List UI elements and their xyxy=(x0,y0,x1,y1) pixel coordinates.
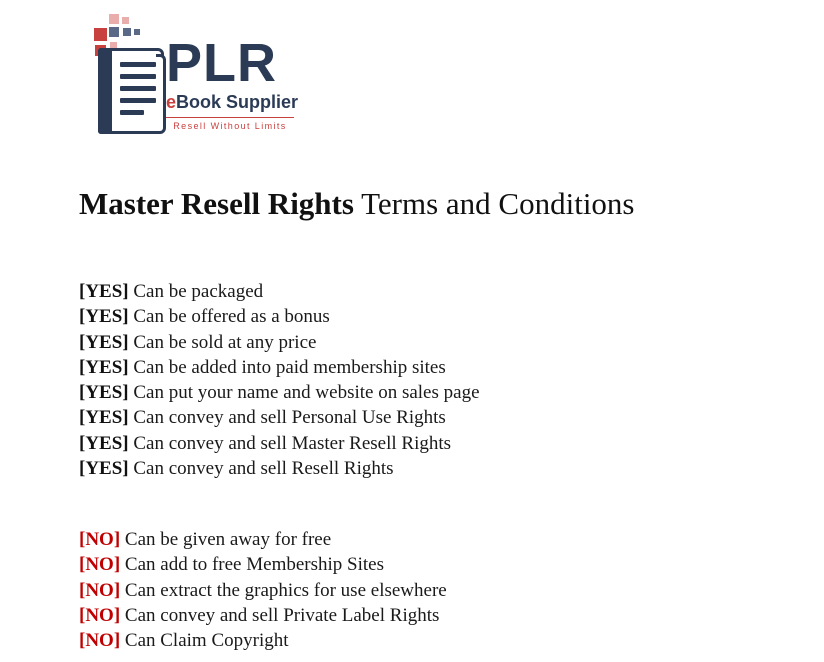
list-item xyxy=(79,355,480,380)
list-item-label: Can convey and sell Master Resell Rights xyxy=(133,432,452,454)
list-item-label: Can Claim Copyright xyxy=(124,630,289,652)
list-item xyxy=(79,405,480,430)
logo-tagline: Resell Without Limits xyxy=(166,117,294,131)
logo-wordmark xyxy=(166,33,316,131)
no-tag: [NO] xyxy=(79,604,121,626)
yes-tag: [YES] xyxy=(79,407,129,429)
list-item-label: Can be added into paid membership sites xyxy=(133,356,446,378)
list-item-label: Can put your name and website on sales page xyxy=(133,382,480,404)
logo-subtitle-rest: Book Supplier xyxy=(176,92,299,112)
logo-brand-text: PLR xyxy=(166,33,277,93)
book-icon xyxy=(98,48,170,136)
allowed-rights-list xyxy=(79,279,480,481)
list-item xyxy=(79,330,480,355)
no-tag: [NO] xyxy=(79,529,121,550)
list-item-label: Can be given away for free xyxy=(124,529,332,550)
list-item-label: Can convey and sell Private Label Rights xyxy=(124,604,440,626)
denied-rights-list xyxy=(79,527,447,653)
logo-subtitle xyxy=(166,92,316,112)
yes-tag: [YES] xyxy=(79,382,129,404)
logo-subtitle-prefix: e xyxy=(166,92,177,112)
no-tag: [NO] xyxy=(79,630,121,652)
no-tag: [NO] xyxy=(79,579,121,601)
list-item-label: Can be sold at any price xyxy=(133,331,317,353)
list-item-label: Can convey and sell Resell Rights xyxy=(133,458,394,480)
list-item xyxy=(79,431,480,456)
list-item-label: Can be packaged xyxy=(133,281,264,302)
no-tag: [NO] xyxy=(79,554,121,576)
yes-tag: [YES] xyxy=(79,458,129,480)
list-item-label: Can be offered as a bonus xyxy=(133,306,330,328)
yes-tag: [YES] xyxy=(79,281,129,302)
list-item xyxy=(79,628,447,653)
brand-logo xyxy=(80,14,310,142)
page-title-rest: Terms and Conditions xyxy=(353,186,635,221)
list-item xyxy=(79,456,480,481)
list-item xyxy=(79,603,447,628)
list-item xyxy=(79,304,480,329)
list-item xyxy=(79,380,480,405)
list-item xyxy=(79,552,447,577)
yes-tag: [YES] xyxy=(79,306,129,328)
yes-tag: [YES] xyxy=(79,432,129,454)
yes-tag: [YES] xyxy=(79,331,129,353)
list-item-label: Can convey and sell Personal Use Rights xyxy=(133,407,446,429)
page-title-strong: Master Resell Rights xyxy=(79,186,354,221)
yes-tag: [YES] xyxy=(79,356,129,378)
list-item xyxy=(79,279,480,304)
list-item xyxy=(79,527,447,552)
list-item xyxy=(79,578,447,603)
page-title xyxy=(79,185,635,223)
list-item-label: Can add to free Membership Sites xyxy=(124,554,384,576)
list-item-label: Can extract the graphics for use elsewhere xyxy=(124,579,447,601)
